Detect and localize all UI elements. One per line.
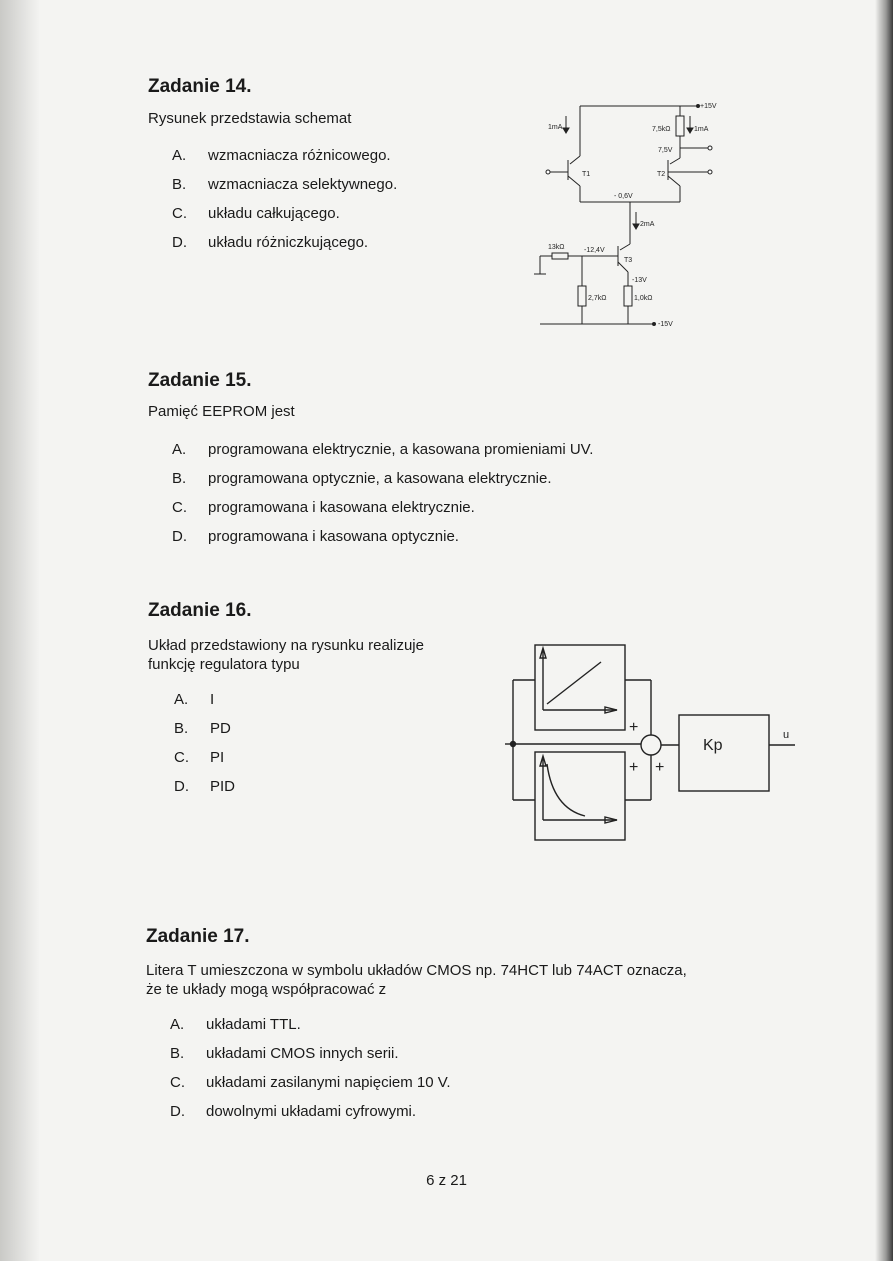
- task-16-question-line-1: Układ przedstawiony na rysunku realizuje: [148, 637, 424, 654]
- task-14-option-b[interactable]: B. wzmacniacza selektywnego.: [172, 176, 398, 193]
- label-kp: Kp: [703, 737, 723, 754]
- label-plus-mid: +: [655, 759, 665, 776]
- label-v-base: -12,4V: [584, 247, 605, 254]
- task-17-option-c[interactable]: C. układami zasilanymi napięciem 10 V.: [170, 1074, 451, 1091]
- task-14-title: Zadanie 14.: [148, 76, 252, 97]
- task-17-question-line-2: że te układy mogą współpracować z: [146, 981, 387, 998]
- task-17-option-d[interactable]: D. dowolnymi układami cyfrowymi.: [170, 1103, 417, 1120]
- task-14-question: Rysunek przedstawia schemat: [148, 110, 352, 127]
- label-v-e3: -13V: [632, 277, 647, 284]
- differential-amplifier-schematic: [520, 96, 720, 336]
- task-17-title: Zadanie 17.: [146, 926, 250, 947]
- label-i-left: 1mA: [548, 124, 563, 131]
- label-r-base: 13kΩ: [548, 244, 565, 251]
- label-u: u: [783, 729, 790, 741]
- task-16-option-b[interactable]: B. PD: [174, 720, 231, 737]
- task-17-question-line-1: Litera T umieszczona w symbolu układów CMOS np. 74HCT lub 74ACT oznacza,: [146, 962, 687, 979]
- label-t1: T1: [582, 171, 591, 178]
- task-15-option-d[interactable]: D. programowana i kasowana optycznie.: [172, 528, 459, 545]
- label-v-minus: -15V: [658, 321, 673, 328]
- label-v-emit: - 0,6V: [614, 193, 633, 200]
- label-i-mid: 2mA: [640, 221, 655, 228]
- controller-block-diagram: [505, 640, 805, 850]
- task-14-option-c[interactable]: C. układu całkującego.: [172, 205, 340, 222]
- label-plus-top: +: [629, 719, 639, 736]
- task-15-option-c[interactable]: C. programowana i kasowana elektrycznie.: [172, 499, 475, 516]
- task-14-option-a[interactable]: A. wzmacniacza różnicowego.: [172, 147, 391, 164]
- label-i-right: 1mA: [694, 126, 709, 133]
- task-15-option-b[interactable]: B. programowana optycznie, a kasowana elektrycznie.: [172, 470, 552, 487]
- label-plus-bottom: +: [629, 759, 639, 776]
- task-17-option-a[interactable]: A. układami TTL.: [170, 1016, 301, 1033]
- task-16-option-d[interactable]: D. PID: [174, 778, 236, 795]
- task-16-option-a[interactable]: A. I: [174, 691, 215, 708]
- page-edge-shadow-left: [0, 0, 40, 1261]
- task-15-question: Pamięć EEPROM jest: [148, 403, 295, 420]
- task-15-title: Zadanie 15.: [148, 370, 252, 391]
- page-edge-shadow-right: [875, 0, 893, 1261]
- task-16-question-line-2: funkcję regulatora typu: [148, 656, 300, 673]
- label-v-plus: +15V: [700, 103, 717, 110]
- task-17-option-b[interactable]: B. układami CMOS innych serii.: [170, 1045, 399, 1062]
- task-16-option-c[interactable]: C. PI: [174, 749, 225, 766]
- label-v-node: 7,5V: [658, 147, 673, 154]
- label-t2: T2: [657, 171, 666, 178]
- task-14-option-d[interactable]: D. układu różniczkującego.: [172, 234, 369, 251]
- task-16-title: Zadanie 16.: [148, 600, 252, 621]
- label-r-left: 2,7kΩ: [588, 295, 607, 302]
- label-r-top: 7,5kΩ: [652, 126, 671, 133]
- task-15-option-a[interactable]: A. programowana elektrycznie, a kasowana promieniami UV.: [172, 441, 594, 458]
- label-r-right: 1,0kΩ: [634, 295, 653, 302]
- page-number: 6 z 21: [426, 1172, 467, 1189]
- label-t3: T3: [624, 257, 633, 264]
